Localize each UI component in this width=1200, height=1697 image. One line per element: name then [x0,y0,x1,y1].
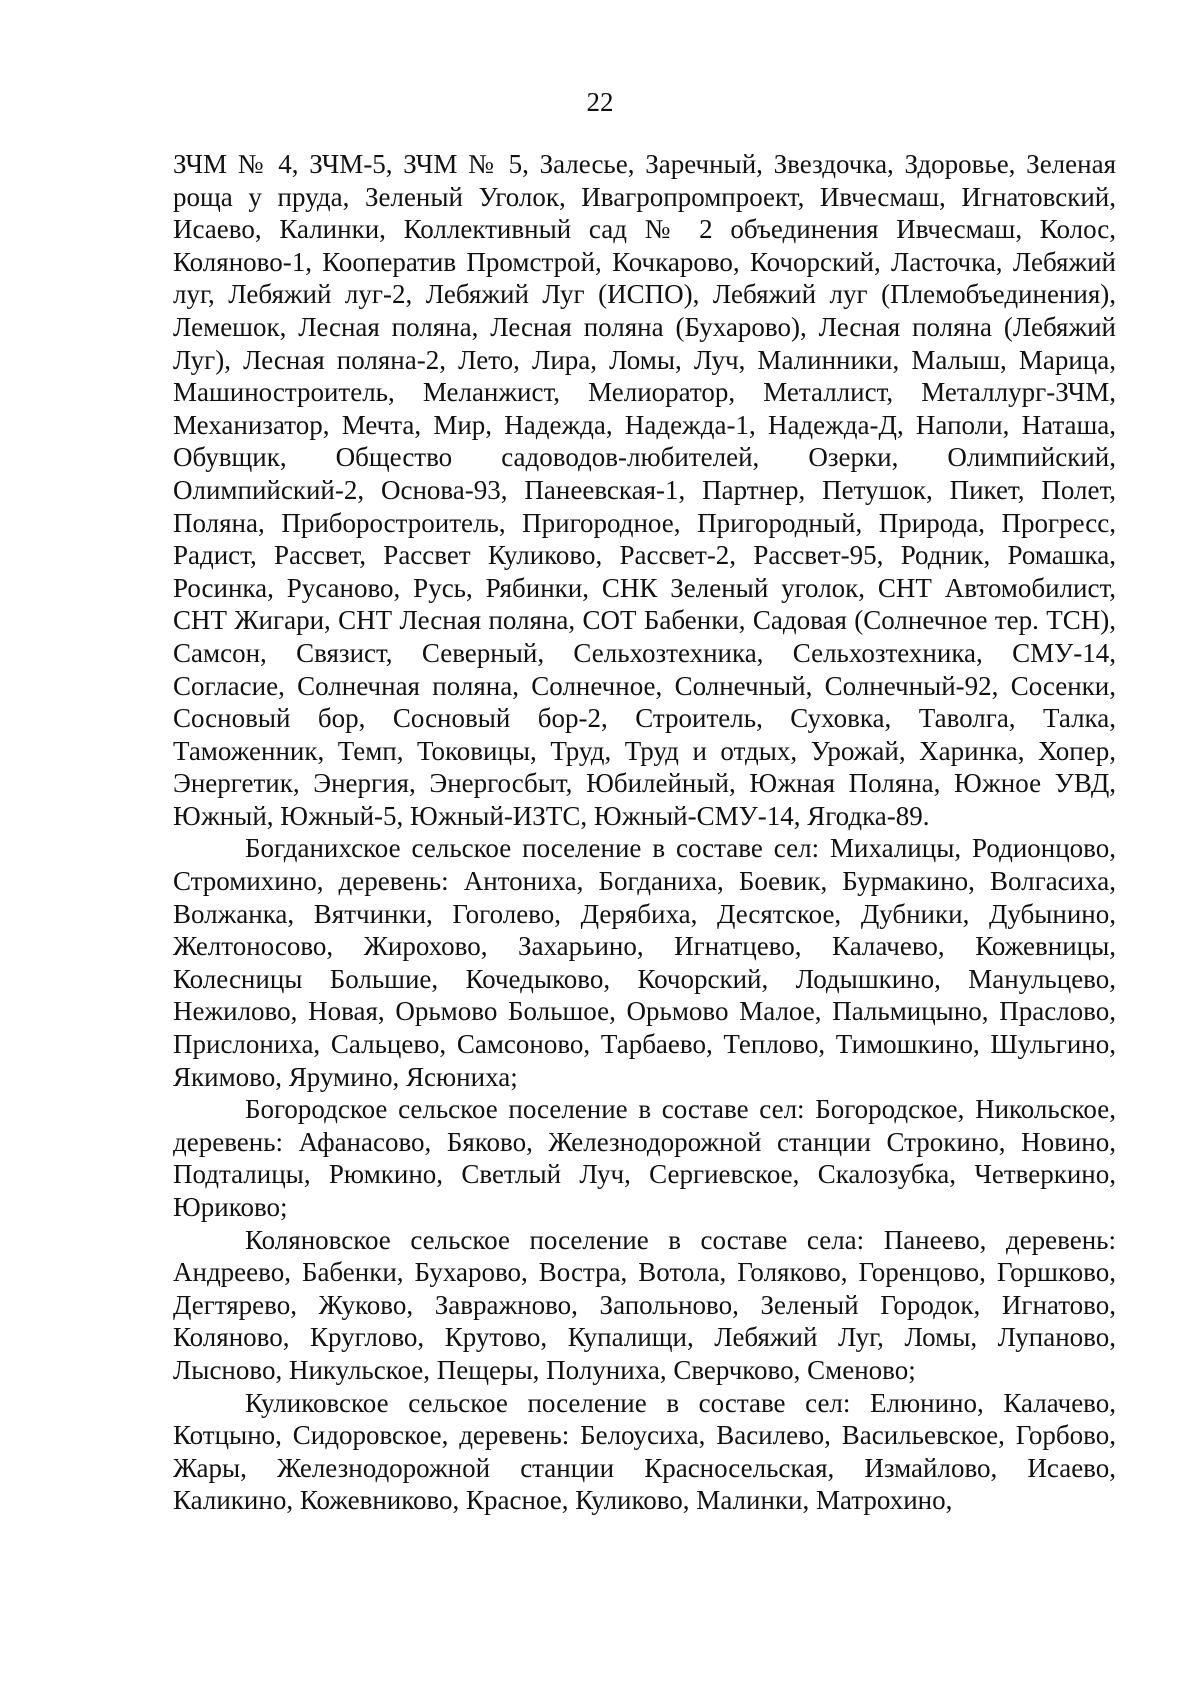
document-body [173,148,1116,1517]
page-number: 22 [586,87,614,117]
paragraph-bogorodskoe: Богородское сельское поселение в составе сел: Богородское, Никольское, деревень: Афанасово, Бяково, Железнодорожной станции Строкино, Новино, Подталицы, Рюмкино, Светлый Луч, Сергиевское, Скалозубка, Четверкино, Юриково; [173,1094,1116,1222]
paragraph-kolyanovskoe: Коляновское сельское поселение в составе села: Панеево, деревень: Андреево, Бабенки, Бухарово, Востра, Вотола, Голяково, Горенцово, Горшково, Дегтярево, Жуково, Завражново, Запольново, Зеленый Городок, Игнатово, Коляново, Круглово, Крутово, Купалищи, Лебяжий Луг, Ломы, Лупаново, Лысново, Никульское, Пещеры, Полуниха, Сверчково, Сменово; [173,1224,1116,1385]
paragraph-kulikovskoe: Куликовское сельское поселение в составе сел: Елюнино, Калачево, Котцыно, Сидоровское, деревень: Белоусиха, Василево, Васильевское, Горбово, Жары, Железнодорожной станции Красносельская, Измайлово, Исаево, Каликино, Кожевниково, Красное, Куликово, Малинки, Матрохино, [173,1387,1116,1516]
paragraph-bogdanikhskoe: Богданихское сельское поселение в составе сел: Михалицы, Родионцово, Стромихино, деревень: Антониха, Богданиха, Боевик, Бурмакино, Волгасиха, Волжанка, Вятчинки, Гоголево, Дерябиха, Десятское, Дубники, Дубынино, Желтоносово, Жирохово, Захарьино, Игнатцево, Калачево, Кожевницы, Колесницы Большие, Кочедыково, Кочорский, Лодышкино, Манульцево, Нежилово, Новая, Орьмово Большое, Орьмово Малое, Пальмицыно, Праслово, Прислониха, Сальцево, Самсоново, Тарбаево, Теплово, Тимошкино, Шульгино, Якимово, Ярумино, Ясюниха; [173,833,1116,1092]
paragraph-settlements-list: ЗЧМ № 4, ЗЧМ-5, ЗЧМ № 5, Залесье, Заречный, Звездочка, Здоровье, Зеленая роща у пруда, Зеленый Уголок, Ивагропромпроект, Ивчесмаш, Игнатовский, Исаево, Калинки, Коллективный сад № 2 объединения Ивчесмаш, Колос, Коляново-1, Кооператив Промстрой, Кочкарово, Кочорский, Ласточка, Лебяжий луг, Лебяжий луг-2, Лебяжий Луг (ИСПО), Лебяжий луг (Племобъединения), Лемешок, Лесная поляна, Лесная поляна (Бухарово), Лесная поляна (Лебяжий Луг), Лесная поляна-2, Лето, Лира, Ломы, Луч, Малинники, Малыш, Марица, Машиностроитель, Меланжист, Мелиоратор, Металлист, Металлург-ЗЧМ, Механизатор, Мечта, Мир, Надежда, Надежда-1, Надежда-Д, Наполи, Наташа, Обувщик, Общество садоводов-любителей, Озерки, Олимпийский, Олимпийский-2, Основа-93, Панеевская-1, Партнер, Петушок, Пикет, Полет, Поляна, Приборостроитель, Пригородное, Пригородный, Природа, Прогресс, Радист, Рассвет, Рассвет Куликово, Рассвет-2, Рассвет-95, Родник, Ромашка, Росинка, Русаново, Русь, Рябинки, СНК Зеленый уголок, СНТ Автомобилист, СНТ Жигари, СНТ Лесная поляна, СОТ Бабенки, Садовая (Солнечное тер. ТСН), Самсон, Связист, Северный, Сельхозтехника, Сельхозтехника, СМУ-14, Согласие, Солнечная поляна, Солнечное, Солнечный, Солнечный-92, Сосенки, Сосновый бор, Сосновый бор-2, Строитель, Суховка, Таволга, Талка, Таможенник, Темп, Токовицы, Труд, Труд и отдых, Урожай, Харинка, Хопер, Энергетик, Энергия, Энергосбыт, Юбилейный, Южная Поляна, Южное УВД, Южный, Южный-5, Южный-ИЗТС, Южный-СМУ-14, Ягодка-89. [173,149,1116,831]
